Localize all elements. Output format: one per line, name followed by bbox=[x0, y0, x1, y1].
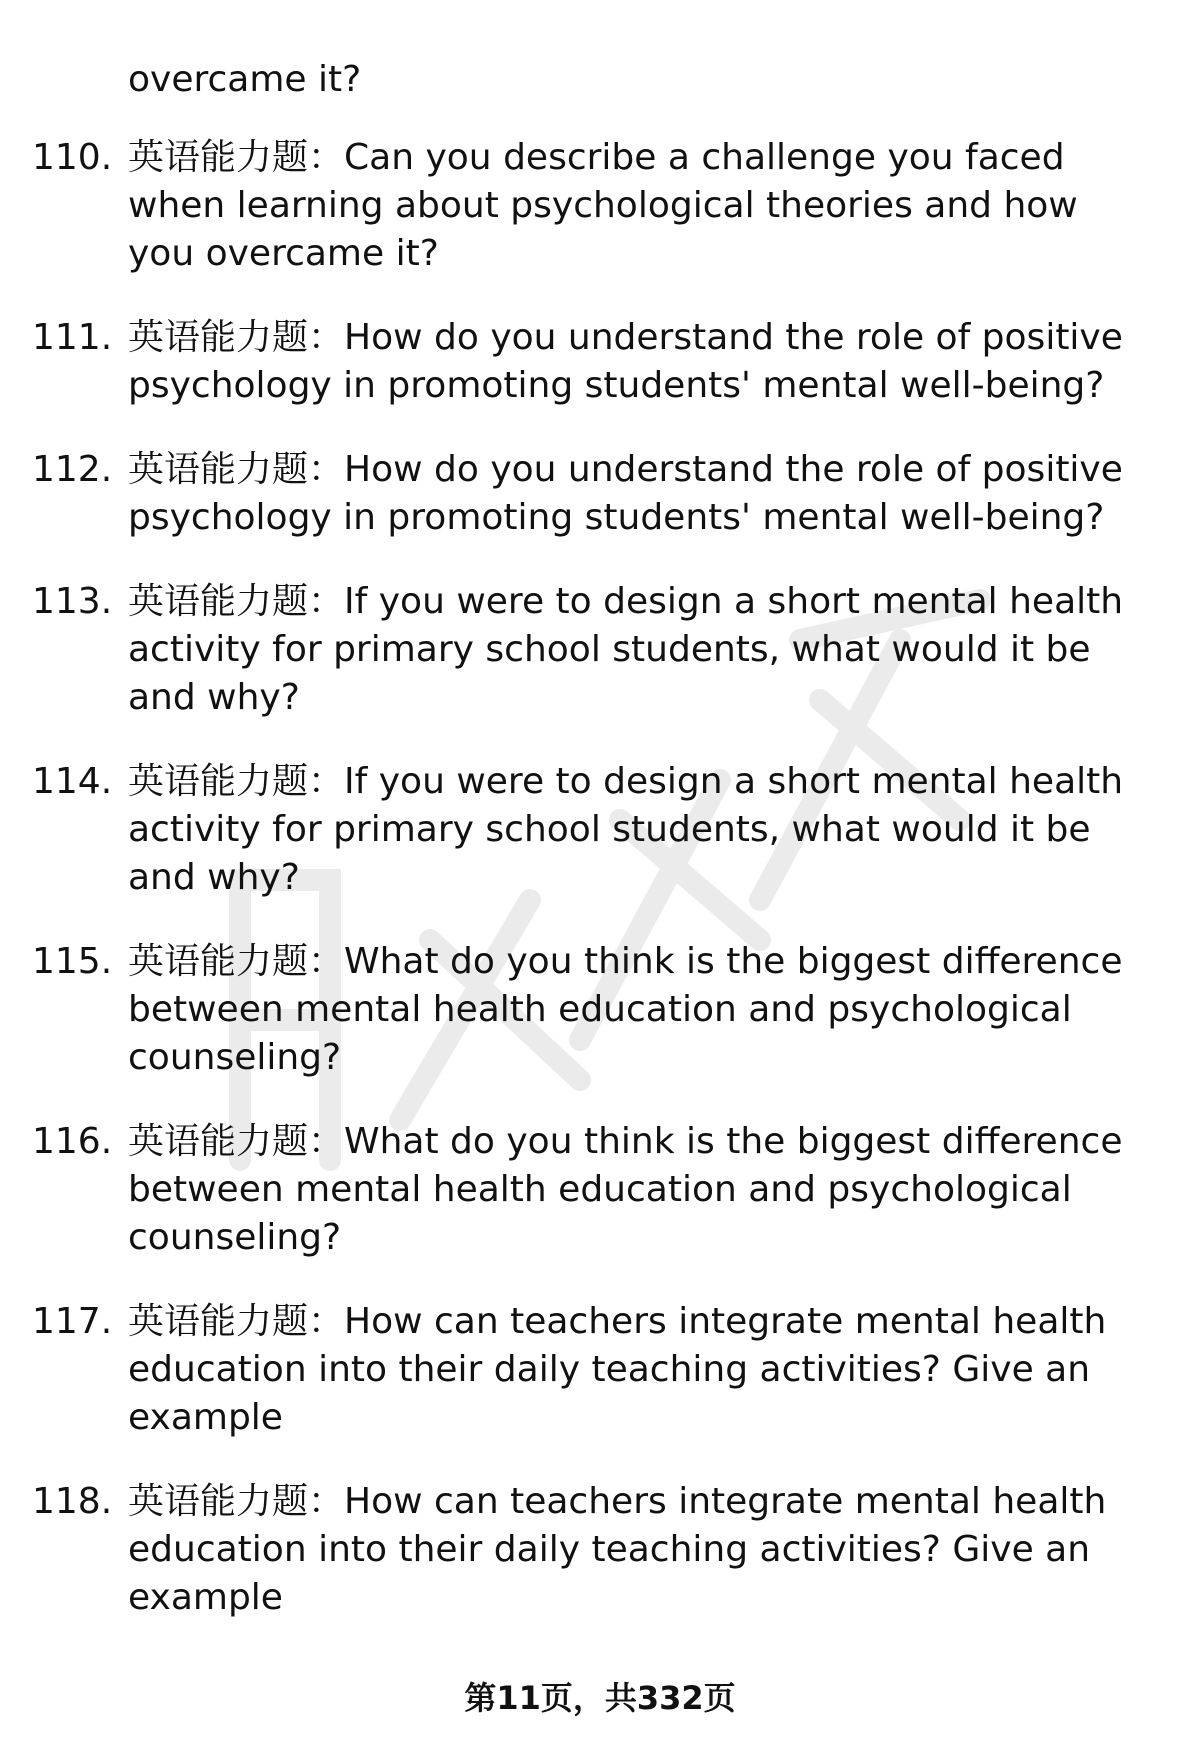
question-number: 111. bbox=[32, 317, 113, 358]
question-body: Can you describe a challenge you faced when learning about psychological theories and how you overcame it? bbox=[128, 137, 1078, 274]
question-text bbox=[128, 446, 1140, 542]
question-item bbox=[0, 938, 1200, 1082]
question-number: 113. bbox=[32, 581, 113, 622]
question-text bbox=[128, 938, 1140, 1082]
question-number: 114. bbox=[32, 761, 113, 802]
question-item bbox=[0, 314, 1200, 410]
question-prefix: 英语能力题： bbox=[128, 941, 345, 982]
question-prefix: 英语能力题： bbox=[128, 449, 345, 490]
question-body: How do you understand the role of positive psychology in promoting students' mental well-being? bbox=[128, 449, 1123, 538]
question-number: 116. bbox=[32, 1121, 113, 1162]
question-body: What do you think is the biggest difference between mental health education and psychological counseling? bbox=[128, 1121, 1123, 1258]
question-item bbox=[0, 578, 1200, 722]
page-footer: 第11页，共332页 bbox=[464, 1679, 736, 1717]
question-prefix: 英语能力题： bbox=[128, 137, 345, 178]
question-body: How can teachers integrate mental health education into their daily teaching activities? Give an example bbox=[128, 1301, 1107, 1438]
question-item bbox=[0, 758, 1200, 902]
question-text bbox=[128, 758, 1140, 902]
question-body: How do you understand the role of positive psychology in promoting students' mental well-being? bbox=[128, 317, 1123, 406]
question-body: If you were to design a short mental health activity for primary school students, what would it be and why? bbox=[128, 581, 1124, 718]
question-prefix: 英语能力题： bbox=[128, 581, 345, 622]
question-list bbox=[0, 134, 1200, 1658]
question-text bbox=[128, 1298, 1140, 1442]
question-text bbox=[128, 578, 1140, 722]
question-item bbox=[0, 1298, 1200, 1442]
question-text bbox=[128, 134, 1140, 278]
question-prefix: 英语能力题： bbox=[128, 761, 345, 802]
question-prefix: 英语能力题： bbox=[128, 1121, 345, 1162]
question-body: How can teachers integrate mental health education into their daily teaching activities? Give an example bbox=[128, 1481, 1107, 1618]
question-prefix: 英语能力题： bbox=[128, 1301, 345, 1342]
question-number: 115. bbox=[32, 941, 113, 982]
question-number: 110. bbox=[32, 137, 113, 178]
question-item bbox=[0, 446, 1200, 542]
question-prefix: 英语能力题： bbox=[128, 1481, 345, 1522]
question-number: 112. bbox=[32, 449, 113, 490]
question-text bbox=[128, 1118, 1140, 1262]
question-text bbox=[128, 314, 1140, 410]
question-number: 118. bbox=[32, 1481, 113, 1522]
question-item bbox=[0, 134, 1200, 278]
continuation-text: overcame it? bbox=[128, 59, 362, 100]
question-body: What do you think is the biggest difference between mental health education and psychological counseling? bbox=[128, 941, 1123, 1078]
question-number: 117. bbox=[32, 1301, 113, 1342]
question-prefix: 英语能力题： bbox=[128, 317, 345, 358]
question-item bbox=[0, 1118, 1200, 1262]
question-item bbox=[0, 1478, 1200, 1622]
question-body: If you were to design a short mental health activity for primary school students, what would it be and why? bbox=[128, 761, 1124, 898]
question-text bbox=[128, 1478, 1140, 1622]
